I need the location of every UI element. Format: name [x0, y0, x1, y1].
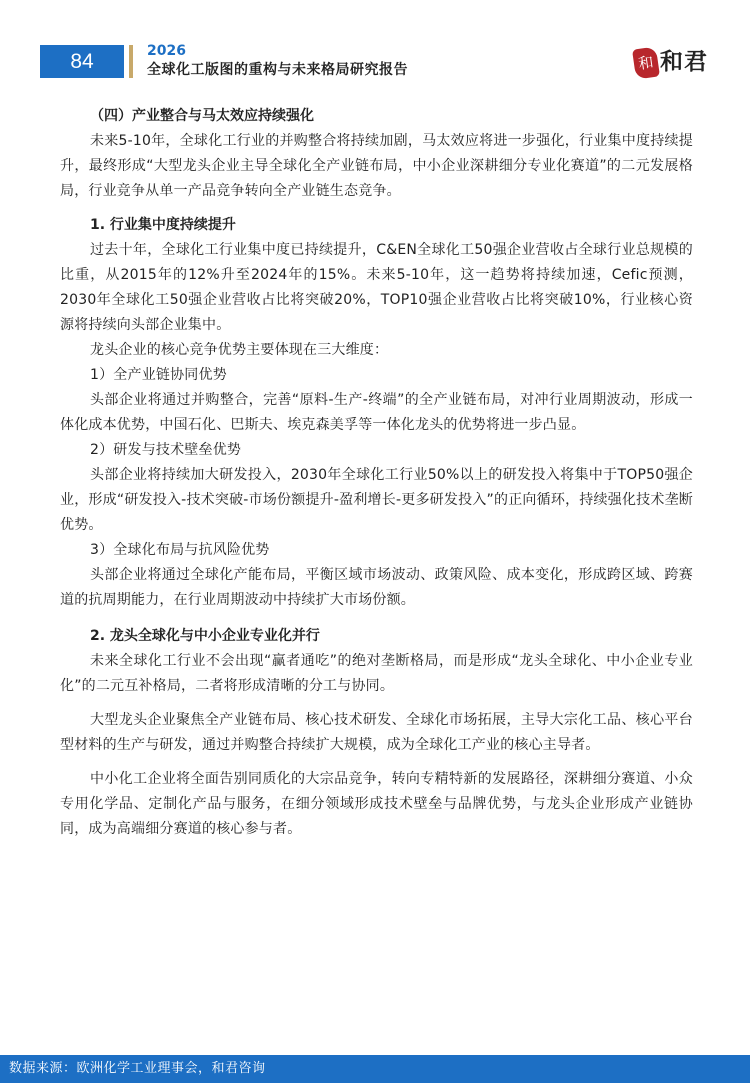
logo-text: 和君: [660, 49, 708, 75]
page-number: 84: [40, 45, 124, 78]
section-heading: （四）产业整合与马太效应持续强化: [90, 108, 314, 124]
footer-source: 数据来源：欧洲化学工业理事会，和君咨询: [0, 1055, 750, 1083]
subsection-2-paragraph-3: 中小化工企业将全面告别同质化的大宗品竞争，转向专精特新的发展路径，深耕细分赛道、小众专用化学品、定制化产品与服务，在细分领域形成技术壁垒与品牌优势，与龙头企业形成产业链协同，成为高端细分赛道的核心参与者。: [60, 771, 693, 837]
header-divider: [129, 45, 133, 78]
advantage-title-2: 2）研发与技术壁垒优势: [90, 442, 242, 458]
subsection-1-paragraph-1: 过去十年，全球化工行业集中度已持续提升，C&EN全球化工50强企业营收占全球行业总规模的比重，从2015年的12%升至2024年的15%。未来5-10年，这一趋势将持续加速，Cefic预测，2030年全球化工50强企业营收占比将突破20%，TOP10强企业营收占比将突破10%，行业核心资源将持续向头部企业集中。: [60, 242, 693, 333]
advantage-title-3: 3）全球化布局与抗风险优势: [90, 542, 270, 558]
document-body: [60, 104, 693, 842]
report-title: 全球化工版图的重构与未来格局研究报告: [147, 62, 408, 78]
advantage-title-1: 1）全产业链协同优势: [90, 367, 227, 383]
subsection-2-paragraph-1: 未来全球化工行业不会出现“赢者通吃”的绝对垄断格局，而是形成“龙头全球化、中小企业专业化”的二元互补格局，二者将形成清晰的分工与协同。: [60, 653, 693, 694]
advantage-text-1: 头部企业将通过并购整合，完善“原料-生产-终端”的全产业链布局，对冲行业周期波动，形成一体化成本优势，中国石化、巴斯夫、埃克森美孚等一体化龙头的优势将进一步凸显。: [60, 392, 693, 433]
subsection-1-paragraph-2: 龙头企业的核心竞争优势主要体现在三大维度：: [90, 342, 389, 358]
subsection-2-paragraph-2: 大型龙头企业聚焦全产业链布局、核心技术研发、全球化市场拓展，主导大宗化工品、核心平台型材料的生产与研发，通过并购整合持续扩大规模，成为全球化工产业的核心主导者。: [60, 712, 693, 753]
advantage-text-3: 头部企业将通过全球化产能布局，平衡区域市场波动、政策风险、成本变化，形成跨区域、跨赛道的抗周期能力，在行业周期波动中持续扩大市场份额。: [60, 567, 693, 608]
subsection-heading-1: 1. 行业集中度持续提升: [90, 217, 236, 233]
subsection-heading-2: 2. 龙头全球化与中小企业专业化并行: [90, 628, 320, 644]
report-year: 2026: [147, 43, 186, 59]
advantage-text-2: 头部企业将持续加大研发投入，2030年全球化工行业50%以上的研发投入将集中于TOP50强企业，形成“研发投入-技术突破-市场份额提升-盈利增长-更多研发投入”的正向循环，持续强化技术垄断优势。: [60, 467, 693, 533]
logo-seal-icon: 和: [632, 46, 660, 79]
section-intro: 未来5-10年，全球化工行业的并购整合将持续加剧，马太效应将进一步强化，行业集中度持续提升，最终形成“大型龙头企业主导全球化全产业链布局，中小企业深耕细分专业化赛道”的二元发展格局，行业竞争从单一产品竞争转向全产业链生态竞争。: [60, 133, 693, 199]
